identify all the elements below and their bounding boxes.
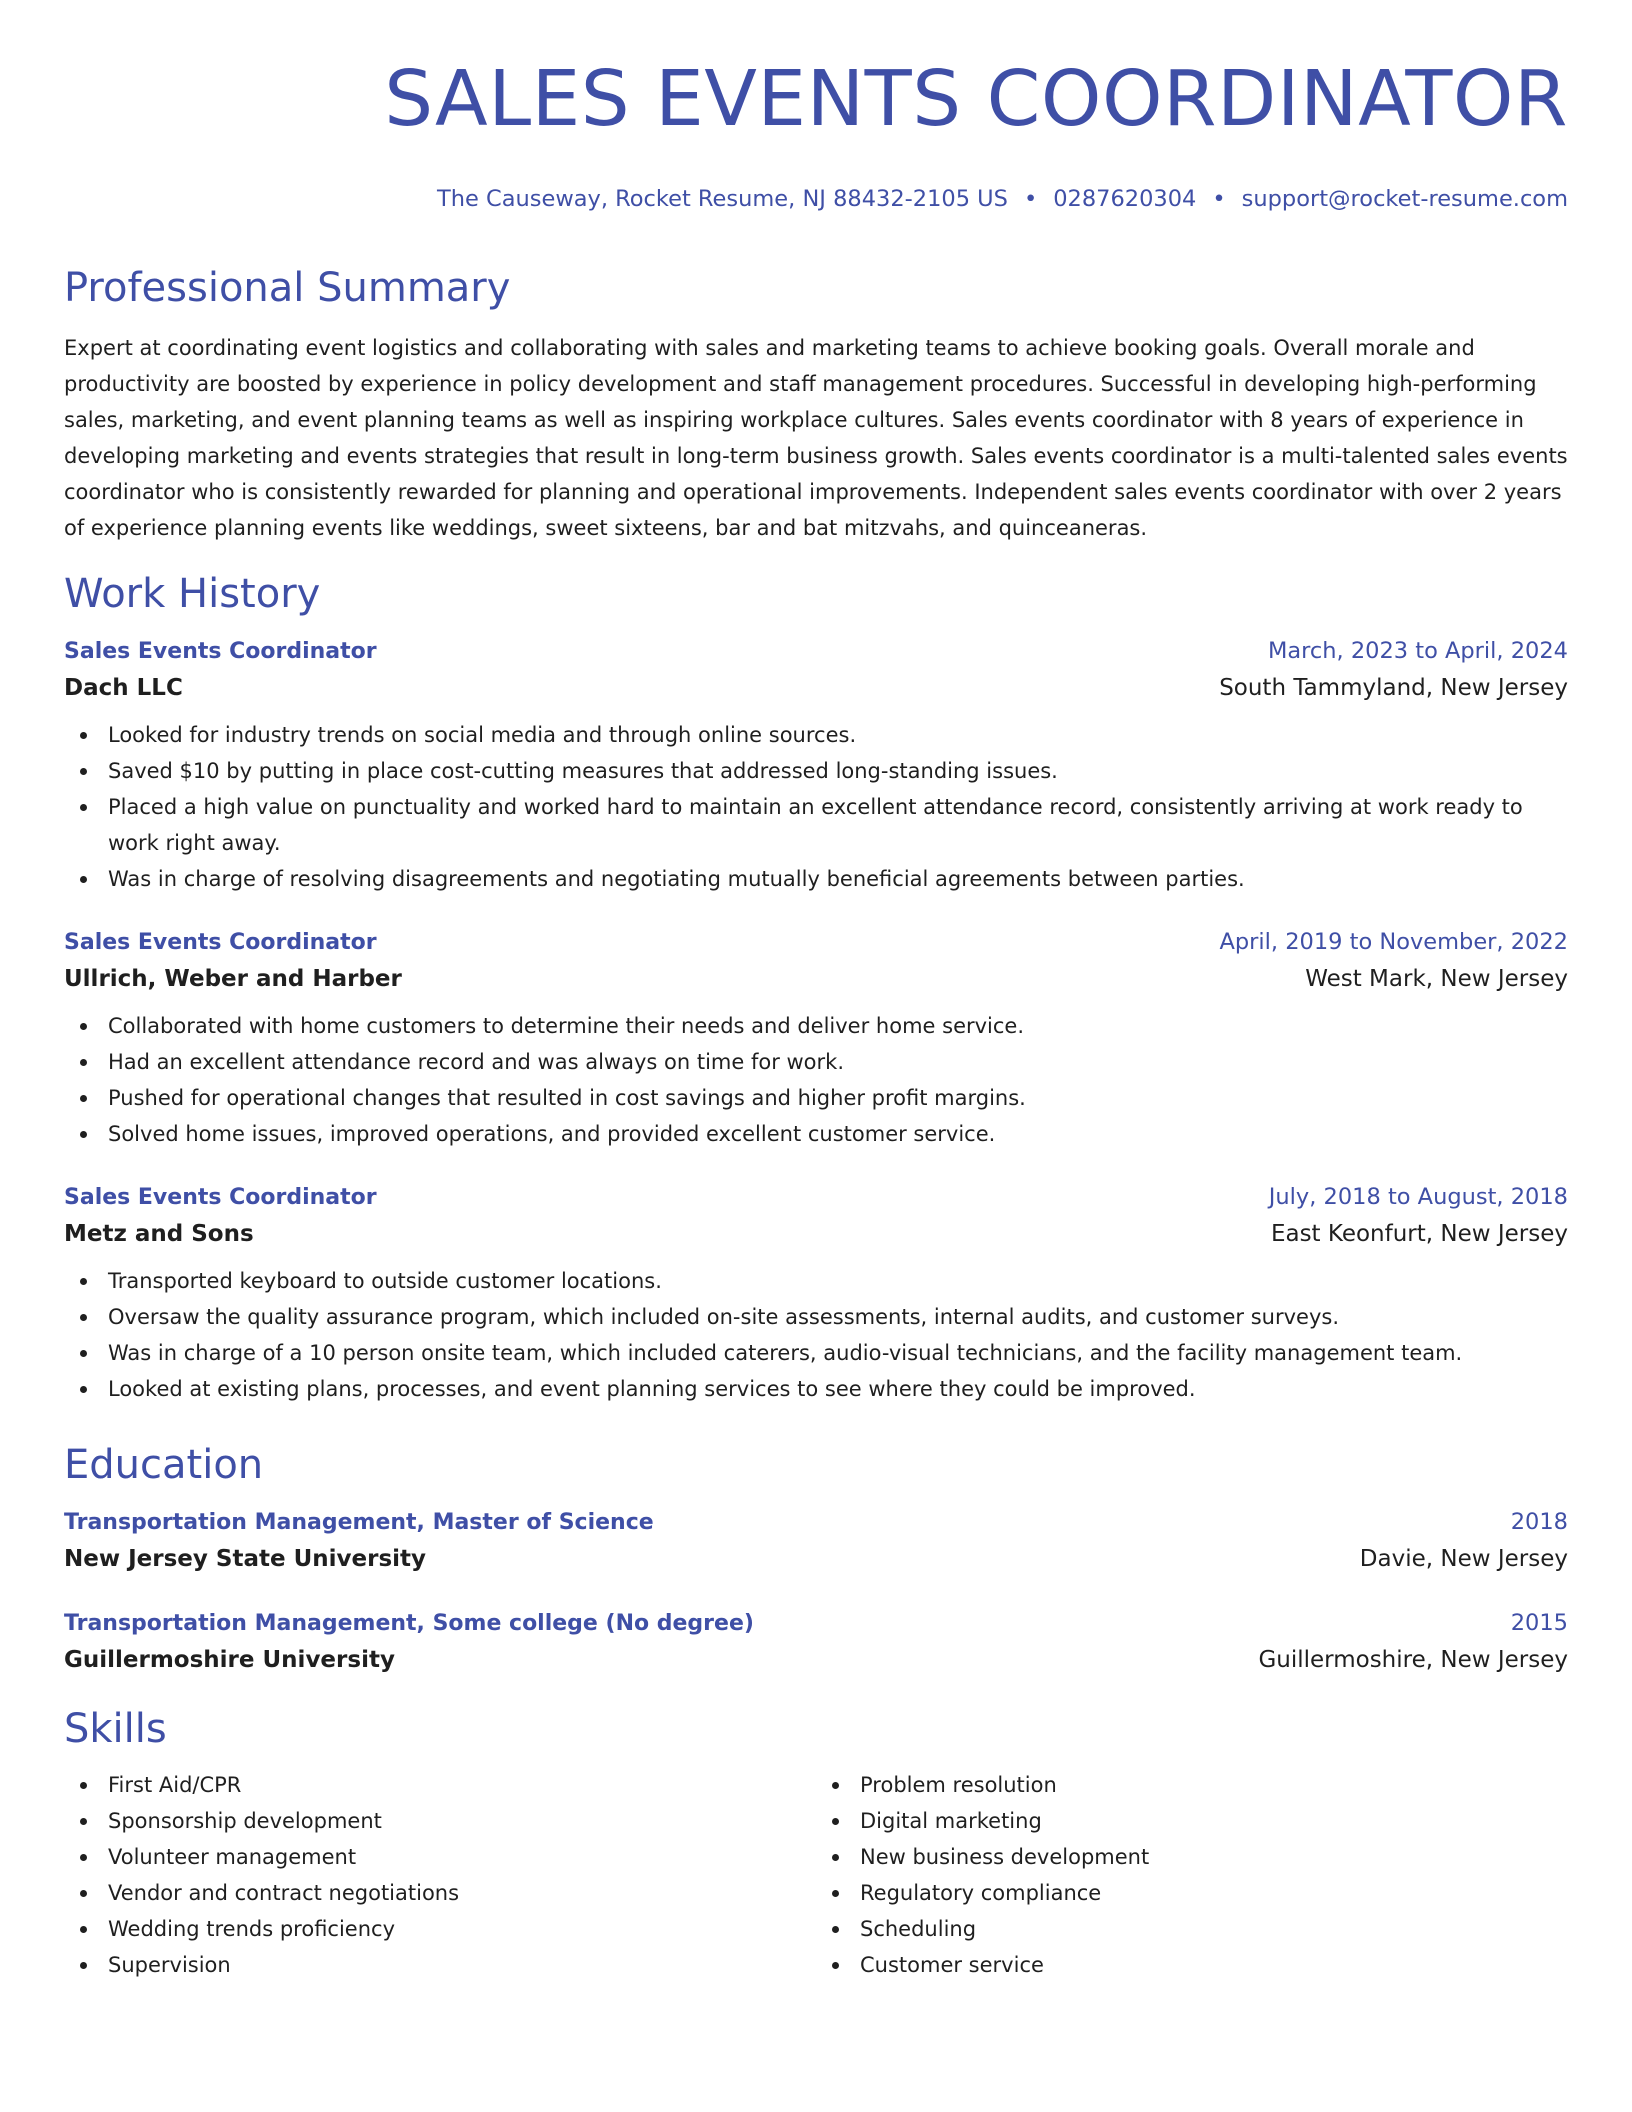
candidate-name: SALES EVENTS COORDINATOR xyxy=(384,55,1568,144)
job-company: Dach LLC xyxy=(64,675,183,701)
education-heading: Education xyxy=(64,1442,264,1488)
summary-heading: Professional Summary xyxy=(64,265,511,311)
list-item: Was in charge of a 10 person onsite team, which included caterers, audio-visual technicians, and the facility management team. xyxy=(64,1335,1568,1371)
job-title: Sales Events Coordinator xyxy=(64,639,377,664)
skill-item: Volunteer management xyxy=(64,1839,816,1875)
list-item: Was in charge of resolving disagreements and negotiating mutually beneficial agreements between parties. xyxy=(64,861,1568,897)
job-dates: July, 2018 to August, 2018 xyxy=(1268,1184,1568,1210)
contact-separator: • xyxy=(1023,186,1038,212)
skill-item: Sponsorship development xyxy=(64,1803,816,1839)
contact-line xyxy=(64,184,1568,214)
job-dates: April, 2019 to November, 2022 xyxy=(1219,929,1568,955)
skill-item: Supervision xyxy=(64,1947,816,1983)
list-item: Placed a high value on punctuality and worked hard to maintain an excellent attendance record, consistently arriving at work ready to work right away. xyxy=(64,789,1568,861)
skill-item: Vendor and contract negotiations xyxy=(64,1875,816,1911)
job-location: West Mark, New Jersey xyxy=(1305,966,1568,992)
job-title: Sales Events Coordinator xyxy=(64,930,377,955)
list-item: Looked for industry trends on social media and through online sources. xyxy=(64,717,1568,753)
graduation-year: 2018 xyxy=(1510,1509,1568,1535)
job-entry xyxy=(64,1180,1568,1407)
skills-list-right xyxy=(816,1767,1568,1983)
list-item: Pushed for operational changes that resulted in cost savings and higher profit margins. xyxy=(64,1080,1568,1116)
education-entry xyxy=(64,1606,1568,1679)
job-entry xyxy=(64,925,1568,1152)
skills-heading: Skills xyxy=(64,1706,167,1752)
contact-phone: 0287620304 xyxy=(1053,186,1197,212)
school-name: Guillermoshire University xyxy=(64,1647,395,1673)
job-bullets xyxy=(64,717,1568,897)
skill-item: Digital marketing xyxy=(816,1803,1568,1839)
list-item: Transported keyboard to outside customer locations. xyxy=(64,1263,1568,1299)
school-location: Guillermoshire, New Jersey xyxy=(1258,1647,1568,1673)
skill-item: Wedding trends proficiency xyxy=(64,1911,816,1947)
list-item: Had an excellent attendance record and was always on time for work. xyxy=(64,1044,1568,1080)
job-entry xyxy=(64,634,1568,897)
skill-item: Regulatory compliance xyxy=(816,1875,1568,1911)
work-history-heading: Work History xyxy=(64,571,321,617)
job-bullets xyxy=(64,1263,1568,1407)
skill-item: First Aid/CPR xyxy=(64,1767,816,1803)
graduation-year: 2015 xyxy=(1510,1610,1568,1636)
job-company: Metz and Sons xyxy=(64,1221,254,1247)
job-bullets xyxy=(64,1008,1568,1152)
contact-email[interactable]: support@rocket-resume.com xyxy=(1241,186,1568,212)
resume-header xyxy=(64,0,1568,214)
contact-separator: • xyxy=(1212,186,1226,212)
skills-list-left xyxy=(64,1767,816,1983)
skills-columns xyxy=(64,1767,1568,1983)
skill-item: Scheduling xyxy=(816,1911,1568,1947)
contact-address: The Causeway, Rocket Resume, NJ 88432-2105 US xyxy=(437,186,1008,212)
job-location: East Keonfurt, New Jersey xyxy=(1270,1221,1568,1247)
skill-item: Problem resolution xyxy=(816,1767,1568,1803)
job-title: Sales Events Coordinator xyxy=(64,1185,377,1210)
list-item: Looked at existing plans, processes, and event planning services to see where they could be improved. xyxy=(64,1371,1568,1407)
list-item: Solved home issues, improved operations, and provided excellent customer service. xyxy=(64,1116,1568,1152)
education-entry xyxy=(64,1505,1568,1578)
job-company: Ullrich, Weber and Harber xyxy=(64,966,402,992)
degree: Transportation Management, Master of Science xyxy=(64,1510,654,1535)
skill-item: Customer service xyxy=(816,1947,1568,1983)
list-item: Saved $10 by putting in place cost-cutting measures that addressed long-standing issues. xyxy=(64,753,1568,789)
school-location: Davie, New Jersey xyxy=(1359,1546,1568,1572)
list-item: Collaborated with home customers to determine their needs and deliver home service. xyxy=(64,1008,1568,1044)
school-name: New Jersey State University xyxy=(64,1546,427,1572)
list-item: Oversaw the quality assurance program, which included on-site assessments, internal audits, and customer surveys. xyxy=(64,1299,1568,1335)
degree: Transportation Management, Some college (No degree) xyxy=(64,1611,754,1636)
summary-text: Expert at coordinating event logistics and collaborating with sales and marketing teams to achieve booking goals. Overall morale and productivity are boosted by experience in policy development and staff management procedures. Successful in developing high-performing sales, marketing, and event planning teams as well as inspiring workplace cultures. Sales events coordinator with 8 years of experience in developing marketing and events strategies that result in long-term business growth. Sales events coordinator is a multi-talented sales events coordinator who is consistently rewarded for planning and operational improvements. Independent sales events coordinator with over 2 years of experience planning events like weddings, sweet sixteens, bar and bat mitzvahs, and quinceaneras. xyxy=(64,336,1568,540)
job-dates: March, 2023 to April, 2024 xyxy=(1267,638,1568,664)
skill-item: New business development xyxy=(816,1839,1568,1875)
job-location: South Tammyland, New Jersey xyxy=(1219,675,1568,701)
